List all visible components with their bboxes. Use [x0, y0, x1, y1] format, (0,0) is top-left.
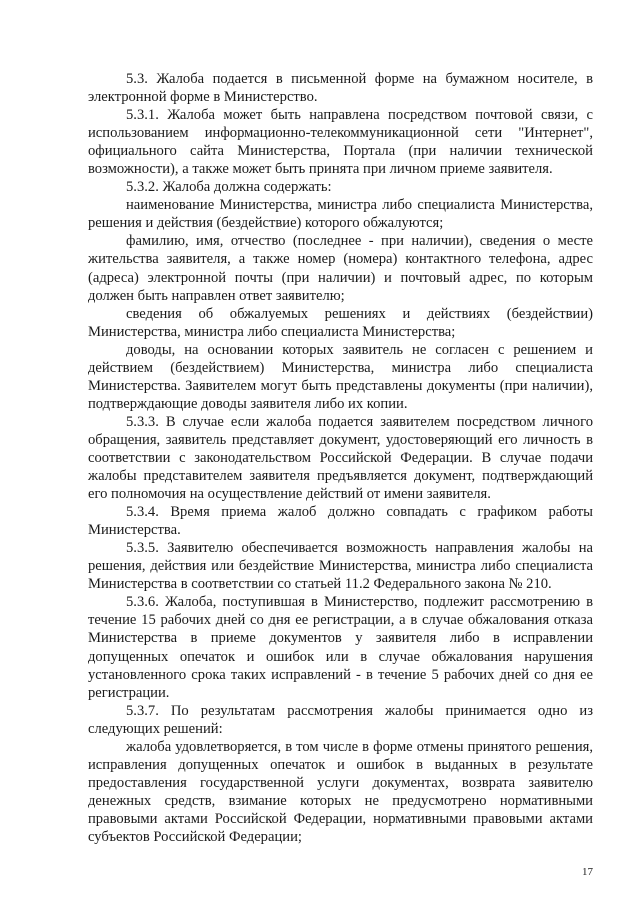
paragraph-5-3-7: 5.3.7. По результатам рассмотрения жалобы принимается одно из следующих решений: [88, 702, 593, 737]
paragraph-5-3: 5.3. Жалоба подается в письменной форме на бумажном носителе, в электронной форме в Министерство. [88, 71, 593, 106]
paragraph-list-item: наименование Министерства, министра либо специалиста Министерства, решения и действия (бездействие) которого обжалуются; [88, 197, 593, 232]
paragraph-5-3-3: 5.3.3. В случае если жалоба подается заявителем посредством личного обращения, заявитель представляет документ, удостоверяющий его личность в соответствии с законодательством Российской Федерации. В случае подачи жалобы представителем заявителя предъявляется документ, подтверждающий его полномочия на осуществление действий от имени заявителя. [88, 413, 593, 503]
paragraph-list-item: фамилию, имя, отчество (последнее - при наличии), сведения о месте жительства заявителя, а также номер (номера) контактного телефона, адрес (адреса) электронной почты (при наличии) и почтовый адрес, по которым должен быть направлен ответ заявителю; [88, 233, 593, 304]
paragraph-5-3-4: 5.3.4. Время приема жалоб должно совпадать с графиком работы Министерства. [88, 504, 593, 539]
page-number: 17 [582, 866, 593, 878]
paragraph-list-item: сведения об обжалуемых решениях и действиях (бездействии) Министерства, министра либо специалиста Министерства; [88, 305, 593, 340]
paragraph-5-3-6: 5.3.6. Жалоба, поступившая в Министерство, подлежит рассмотрению в течение 15 рабочих дней со дня ее регистрации, а в случае обжалования отказа Министерства в приеме документов у заявителя либо в исправлении допущенных опечаток и ошибок или в случае обжалования нарушения установленного срока таких исправлений - в течение 5 рабочих дней со дня ее регистрации. [88, 594, 593, 701]
paragraph-5-3-2: 5.3.2. Жалоба должна содержать: [126, 179, 332, 196]
paragraph-list-item: доводы, на основании которых заявитель не согласен с решением и действием (бездействием) Министерства, министра либо специалиста Министерства. Заявителем могут быть представлены документы (при наличии), подтверждающие доводы заявителя либо их копии. [88, 341, 593, 412]
paragraph-list-item: жалоба удовлетворяется, в том числе в форме отмены принятого решения, исправления допущенных опечаток и ошибок в выданных в результате предоставления государственной услуги документах, возврата заявителю денежных средств, взимание которых не предусмотрено нормативными правовыми актами Российской Федерации, нормативными правовыми актами субъектов Российской Федерации; [88, 738, 593, 845]
document-body [88, 70, 593, 846]
paragraph-5-3-5: 5.3.5. Заявителю обеспечивается возможность направления жалобы на решения, действия или бездействие Министерства, министра либо специалиста Министерства в соответствии со статьей 11.2 Федерального закона № 210. [88, 540, 593, 593]
paragraph-5-3-1: 5.3.1. Жалоба может быть направлена посредством почтовой связи, с использованием информационно-телекоммуникационной сети "Интернет", официального сайта Министерства, Портала (при наличии технической возможности), а также может быть принята при личном приеме заявителя. [88, 107, 593, 178]
